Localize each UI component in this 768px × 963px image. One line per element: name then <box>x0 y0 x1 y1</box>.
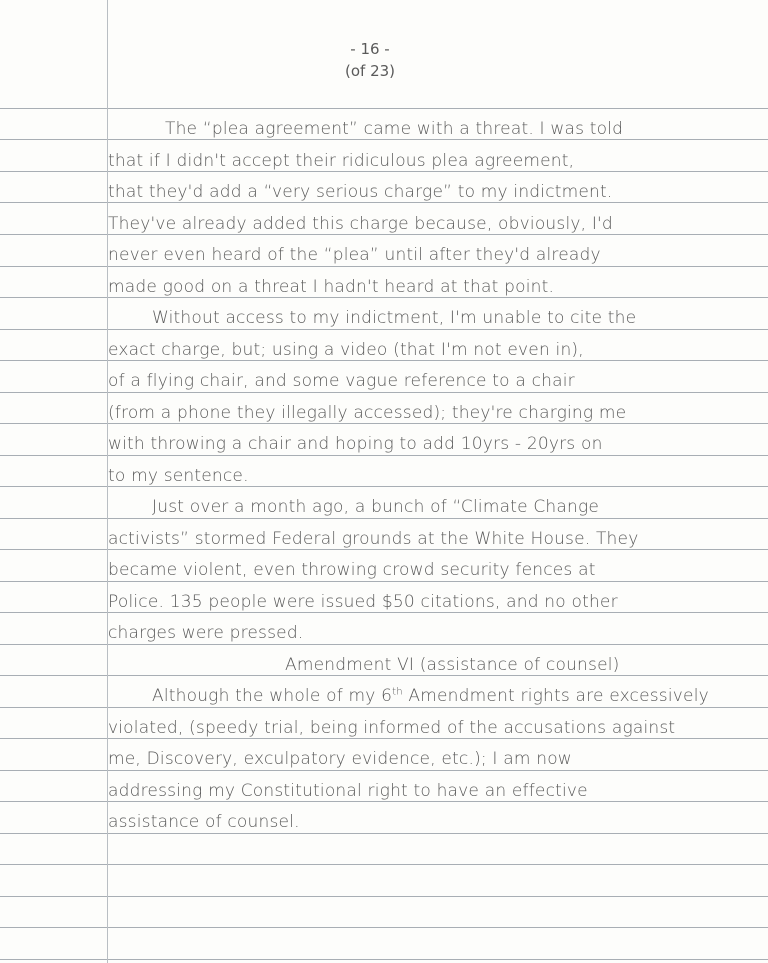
ruled-line <box>0 896 768 897</box>
page-number: - 16 - <box>350 40 390 58</box>
text-line: Just over a month ago, a bunch of “Climate Change <box>152 497 600 517</box>
ruled-line <box>0 644 768 645</box>
ruled-line <box>0 581 768 582</box>
ruled-line <box>0 297 768 298</box>
text-line: that if I didn't accept their ridiculous plea agreement, <box>108 151 575 171</box>
text-line-start: Although the whole of my 6 <box>152 686 393 706</box>
text-line: with throwing a chair and hoping to add 10yrs - 20yrs on <box>108 434 603 454</box>
text-line: activists” stormed Federal grounds at the White House. They <box>108 529 639 549</box>
text-line: exact charge, but; using a video (that I'm not even in), <box>108 340 584 360</box>
ruled-line <box>0 770 768 771</box>
ruled-line <box>0 486 768 487</box>
ruled-line <box>0 171 768 172</box>
ruled-line <box>0 801 768 802</box>
text-line-end: Amendment rights are excessively <box>402 686 709 706</box>
text-line: that they'd add a “very serious charge” to my indictment. <box>108 182 613 202</box>
ruled-line <box>0 959 768 960</box>
ruled-line <box>0 360 768 361</box>
ruled-line <box>0 108 768 109</box>
text-line: me, Discovery, exculpatory evidence, etc.); I am now <box>108 749 572 769</box>
text-line: Police. 135 people were issued $50 citations, and no other <box>108 592 618 612</box>
ordinal-superscript: th <box>392 686 403 698</box>
ruled-line <box>0 423 768 424</box>
ruled-line <box>0 738 768 739</box>
text-line: Without access to my indictment, I'm unable to cite the <box>152 308 637 328</box>
text-line: became violent, even throwing crowd security fences at <box>108 560 596 580</box>
text-line: (from a phone they illegally accessed); they're charging me <box>108 403 627 423</box>
text-line: to my sentence. <box>108 466 249 486</box>
ruled-line <box>0 139 768 140</box>
text-line: The “plea agreement” came with a threat. I was told <box>165 119 624 139</box>
ruled-line <box>0 707 768 708</box>
text-line: They've already added this charge because, obviously, I'd <box>108 214 613 234</box>
text-line: addressing my Constitutional right to have an effective <box>108 781 588 801</box>
text-line <box>152 686 709 706</box>
ruled-line <box>0 518 768 519</box>
ruled-line <box>0 455 768 456</box>
ruled-line <box>0 266 768 267</box>
ruled-line <box>0 833 768 834</box>
ruled-line <box>0 329 768 330</box>
ruled-line <box>0 864 768 865</box>
ruled-line <box>0 202 768 203</box>
text-line: assistance of counsel. <box>108 812 300 832</box>
ruled-line <box>0 675 768 676</box>
text-line: of a flying chair, and some vague reference to a chair <box>108 371 575 391</box>
ruled-line <box>0 927 768 928</box>
ruled-line <box>0 234 768 235</box>
text-line: never even heard of the “plea” until after they'd already <box>108 245 601 265</box>
ruled-line <box>0 549 768 550</box>
page-of-total: (of 23) <box>344 62 396 80</box>
text-line: violated, (speedy trial, being informed of the accusations against <box>108 718 676 738</box>
ruled-line <box>0 392 768 393</box>
section-heading: Amendment VI (assistance of counsel) <box>285 655 620 675</box>
text-line: charges were pressed. <box>108 623 304 643</box>
ruled-line <box>0 612 768 613</box>
text-line: made good on a threat I hadn't heard at that point. <box>108 277 555 297</box>
